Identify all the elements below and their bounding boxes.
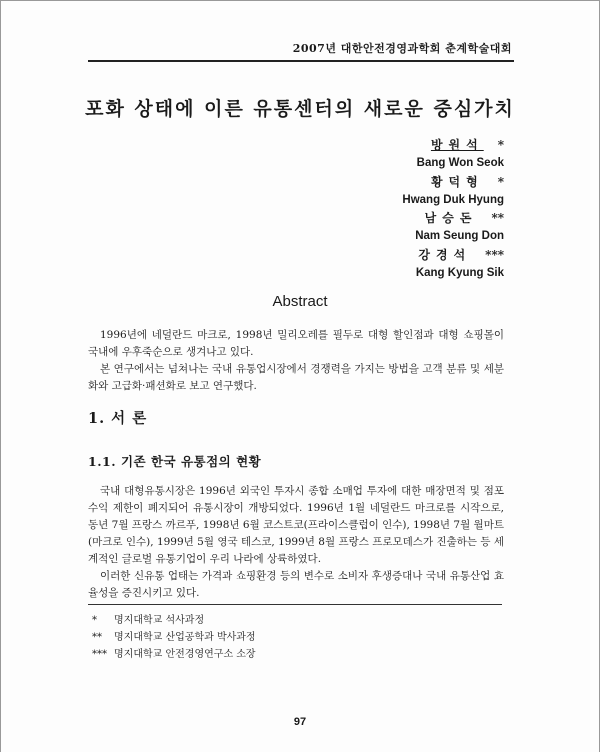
author-name: 강경석 — [418, 247, 472, 262]
author-name-korean — [402, 173, 504, 191]
abstract-heading: Abstract — [272, 293, 328, 310]
header-divider — [88, 60, 514, 62]
author-block — [402, 136, 504, 282]
affiliation-mark: ** — [491, 211, 504, 226]
affiliation-mark: * — [497, 138, 504, 152]
footnote-mark: *** — [92, 649, 107, 660]
footnote — [92, 612, 256, 629]
author-name: 황덕형 — [430, 174, 484, 189]
subsection-heading: 1.1. 기존 한국 유통점의 현황 — [88, 454, 262, 469]
abstract-paragraph: 1996년에 네덜란드 마크로, 1998년 밀리오레를 필두로 대형 할인점과 대형 쇼핑몰이 국내에 우후죽순으로 생겨나고 있다. — [88, 329, 504, 358]
section-body — [88, 483, 504, 602]
running-header: 2007년 대한안전경영과학회 춘계학술대회 — [292, 42, 512, 55]
affiliation-mark: * — [497, 174, 504, 189]
body-paragraph: 이러한 신유통 업태는 가격과 쇼핑환경 등의 변수로 소비자 후생증대나 국내 유통산업 효율성을 증진시키고 있다. — [88, 570, 504, 599]
author-name-korean — [402, 209, 504, 227]
footnote — [92, 646, 256, 663]
footnote-mark: * — [92, 615, 97, 626]
body-paragraph: 국내 대형유통시장은 1996년 외국인 투자시 종합 소매업 투자에 대한 매장면적 및 점포 수익 제한이 폐지되어 유통시장이 개방되었다. 1996년 1월 네덜란드 마크로를 시작으로, 동년 7월 프랑스 까르푸, 1998년 6월 코스트코(프라이스클럽이 인수), 1998년 7월 월마트(마크로 인수), 1999년 5월 영국 테스코, 1999년 8월 프랑스 프로모데스가 진출하는 등 세계적인 글로벌 유통기업이 우리 나라에 상륙하였다. — [88, 485, 504, 565]
author-name: 남승돈 — [424, 211, 478, 226]
section-heading: 1. 서 론 — [88, 410, 148, 427]
abstract-body — [88, 327, 504, 395]
footnotes — [92, 612, 256, 663]
footnote-text: 명지대학교 석사과정 — [114, 615, 205, 626]
abstract-paragraph: 본 연구에서는 넘쳐나는 국내 유통업시장에서 경쟁력을 가지는 방법을 고객 분류 및 세분화와 고급화·패션화로 보고 연구했다. — [88, 363, 504, 392]
affiliation-mark: *** — [485, 247, 504, 262]
footnote-mark: ** — [92, 632, 102, 643]
author-name-english: Kang Kyung Sik — [415, 267, 504, 280]
page-border-top — [0, 0, 600, 1]
paper-title: 포화 상태에 이른 유통센터의 새로운 중심가치 — [85, 98, 515, 120]
footnote-text: 명지대학교 산업공학과 박사과정 — [114, 632, 256, 643]
author-name-korean — [402, 246, 504, 264]
author-name-english: Hwang Duk Hyung — [402, 193, 504, 206]
author-name-english: Nam Seung Don — [415, 230, 504, 243]
footnote-text: 명지대학교 안전경영연구소 소장 — [114, 649, 256, 660]
page-number: 97 — [293, 716, 307, 728]
author-name-english: Bang Won Seok — [416, 157, 504, 170]
author-name: 방원석 — [430, 138, 484, 152]
footnote — [92, 629, 256, 646]
footnote-divider — [88, 604, 502, 605]
author-name-korean — [402, 136, 504, 154]
